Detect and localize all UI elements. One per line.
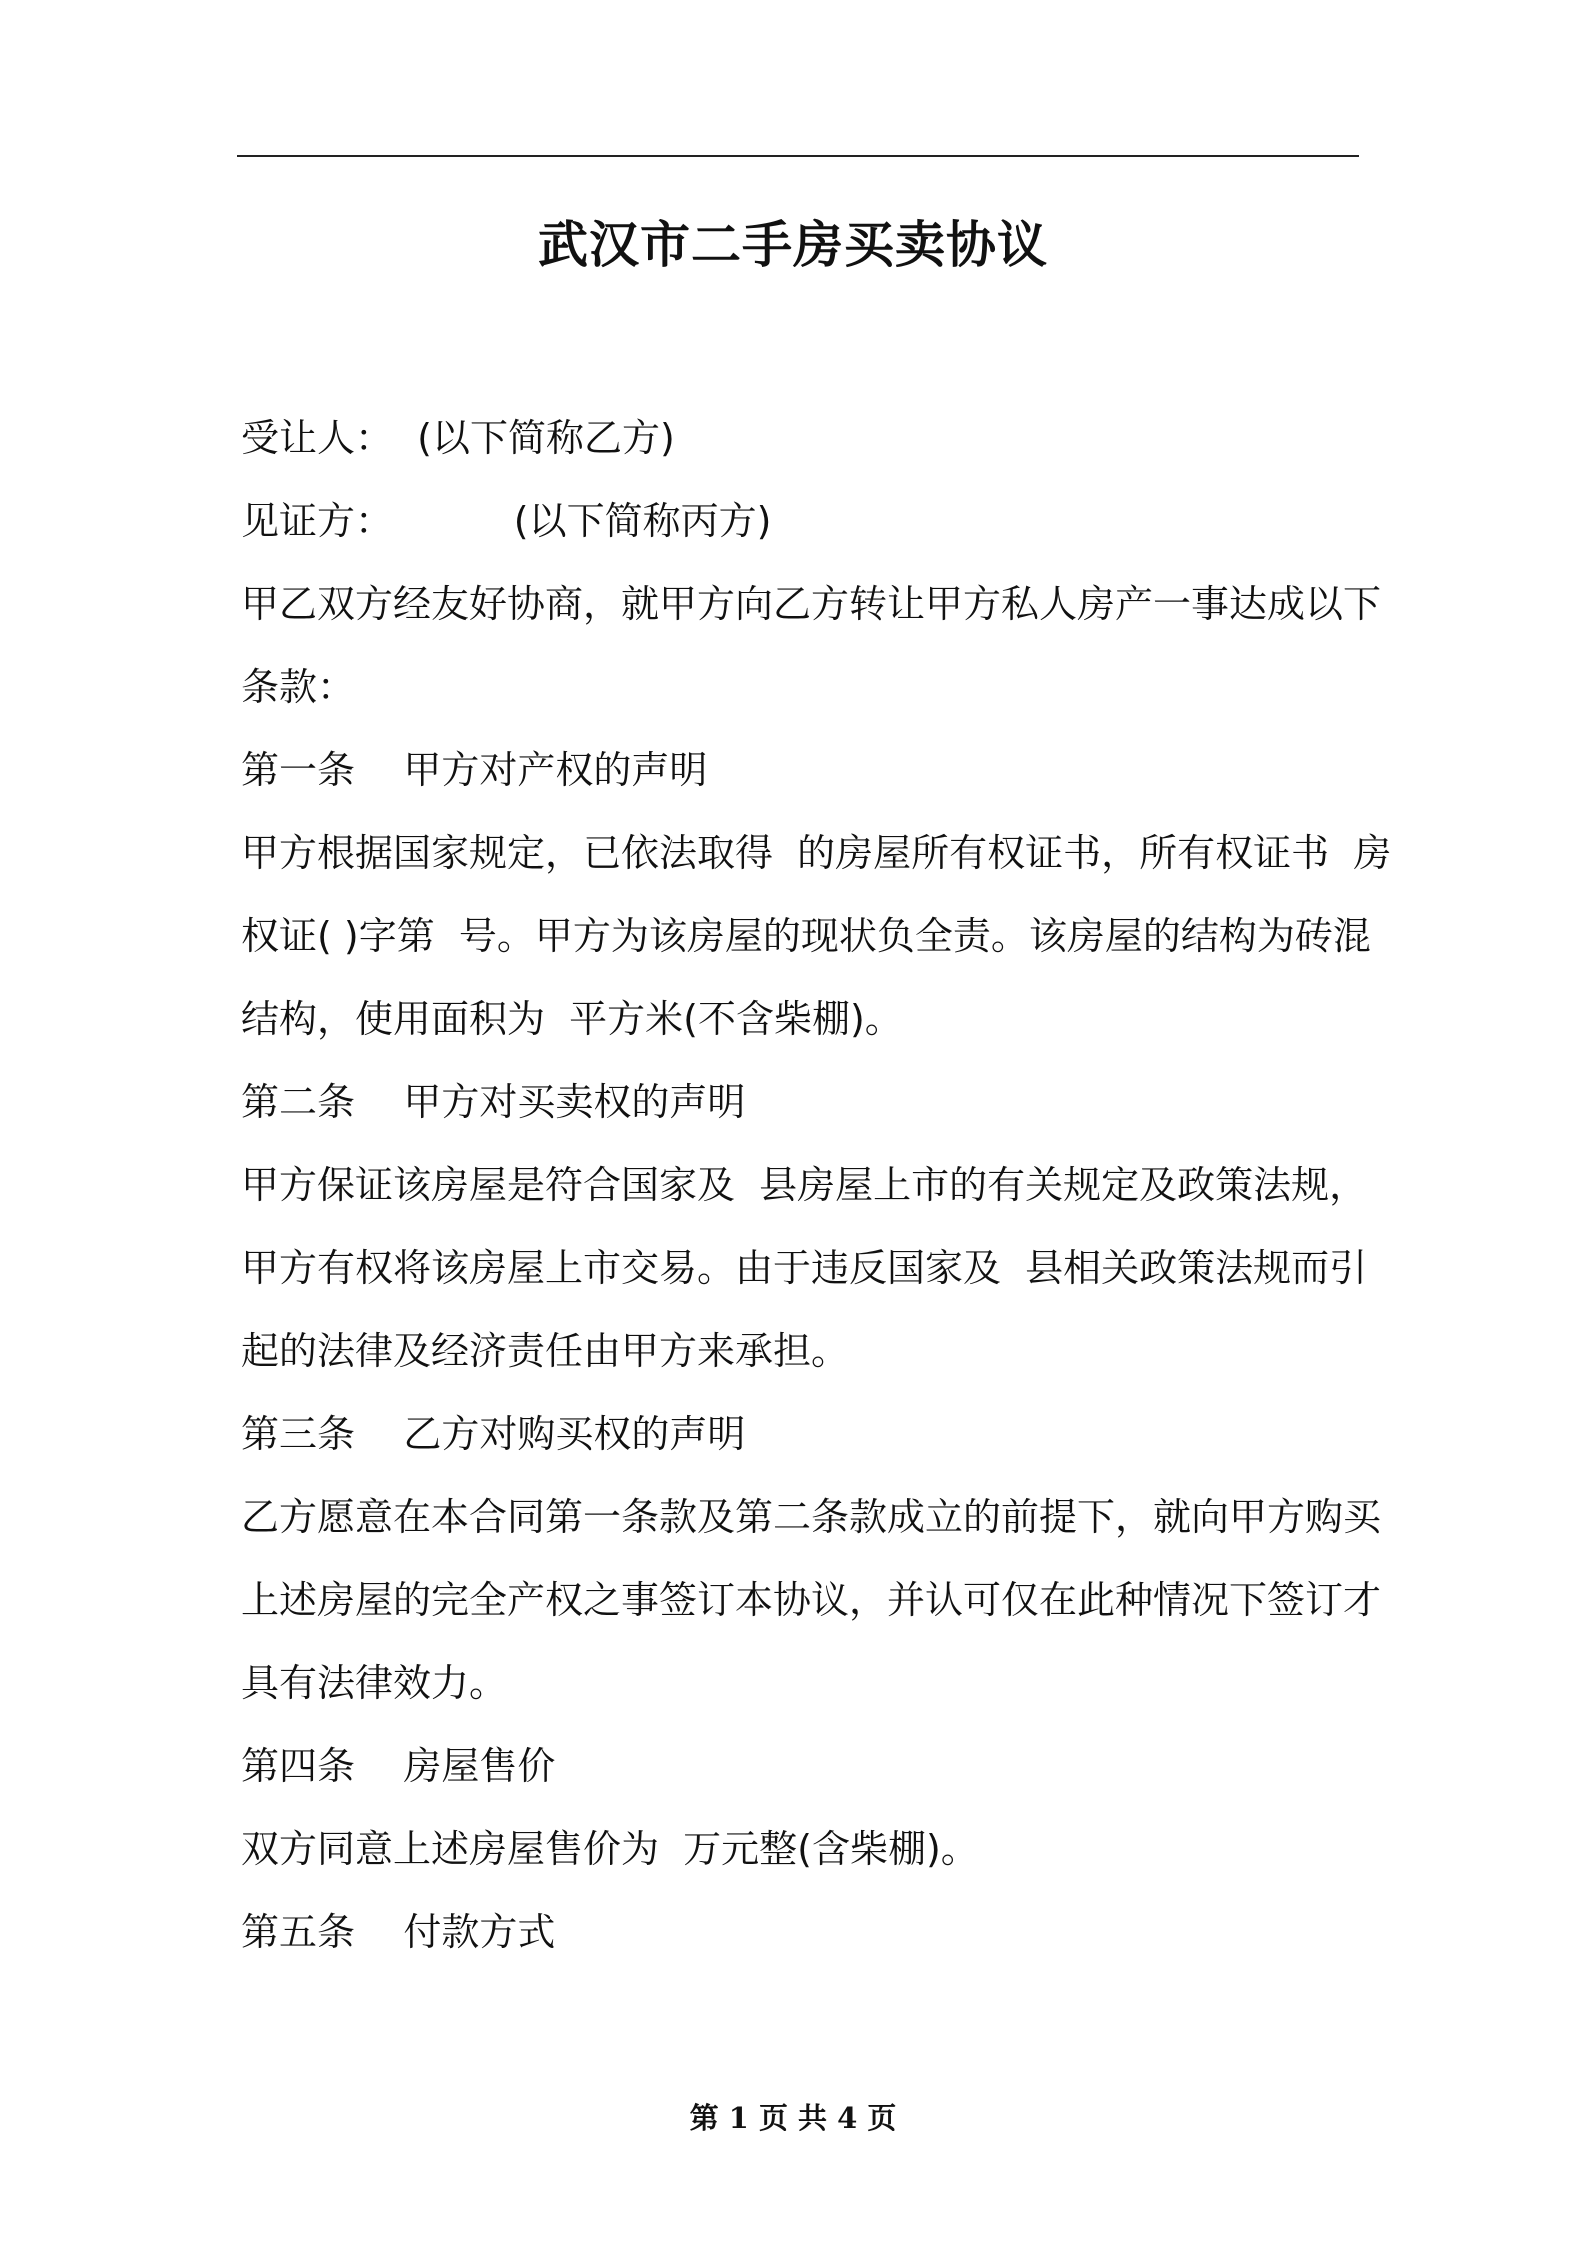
paragraph-line: 结构，使用面积为 平方米(不含柴棚)。 bbox=[241, 997, 903, 1041]
paragraph-line: 甲方保证该房屋是符合国家及 县房屋上市的有关规定及政策法规， bbox=[241, 1163, 1368, 1207]
paragraph-line: 权证( )字第 号。甲方为该房屋的现状负全责。该房屋的结构为砖混 bbox=[241, 914, 1371, 958]
witness-line: 见证方： (以下简称丙方) bbox=[241, 499, 772, 543]
article-heading-5: 第五条 付款方式 bbox=[241, 1910, 556, 1954]
article-heading-1: 第一条 甲方对产权的声明 bbox=[241, 748, 708, 792]
paragraph-line: 双方同意上述房屋售价为 万元整(含柴棚)。 bbox=[241, 1827, 979, 1871]
article-heading-2: 第二条 甲方对买卖权的声明 bbox=[241, 1080, 746, 1124]
header-rule bbox=[237, 155, 1359, 157]
paragraph-line: 起的法律及经济责任由甲方来承担。 bbox=[241, 1329, 850, 1373]
paragraph-line: 乙方愿意在本合同第一条款及第二条款成立的前提下，就向甲方购买 bbox=[241, 1495, 1382, 1539]
paragraph-line: 具有法律效力。 bbox=[241, 1661, 508, 1705]
article-heading-3: 第三条 乙方对购买权的声明 bbox=[241, 1412, 746, 1456]
article-heading-4: 第四条 房屋售价 bbox=[241, 1744, 556, 1788]
transferee-line: 受让人： (以下简称乙方) bbox=[241, 416, 675, 460]
paragraph-line: 上述房屋的完全产权之事签订本协议，并认可仅在此种情况下签订才 bbox=[241, 1578, 1382, 1622]
paragraph-line: 甲乙双方经友好协商，就甲方向乙方转让甲方私人房产一事达成以下 bbox=[241, 582, 1382, 626]
paragraph-line: 甲方根据国家规定，已依法取得 的房屋所有权证书，所有权证书 房 bbox=[241, 831, 1392, 875]
document-title: 武汉市二手房买卖协议 bbox=[538, 216, 1048, 274]
paragraph-line: 条款： bbox=[241, 665, 356, 709]
paragraph-line: 甲方有权将该房屋上市交易。由于违反国家及 县相关政策法规而引 bbox=[241, 1246, 1368, 1290]
page-number: 第 1 页 共 4 页 bbox=[689, 2101, 897, 2135]
